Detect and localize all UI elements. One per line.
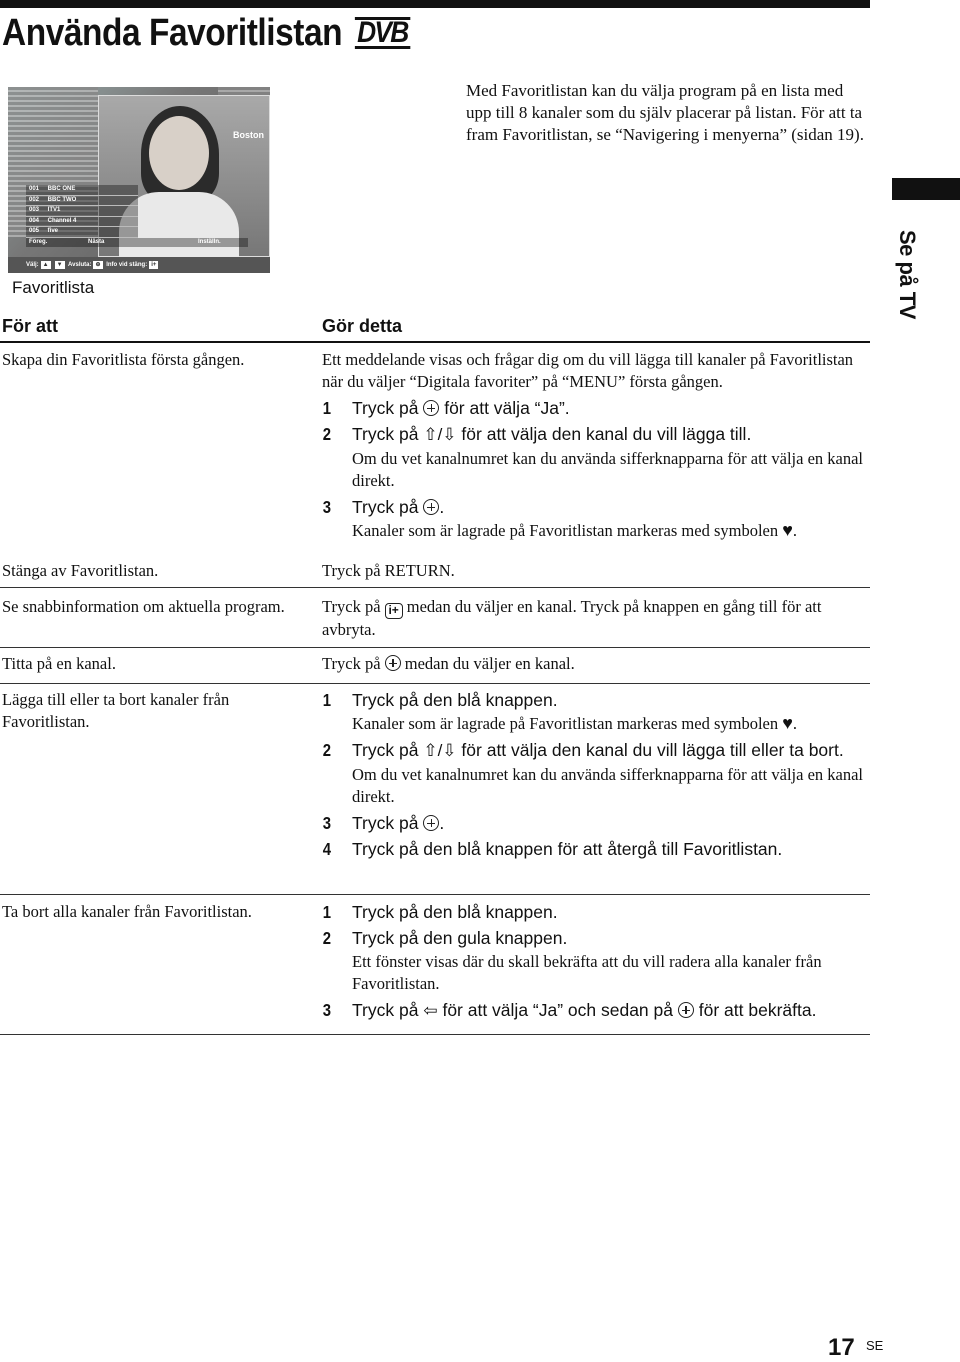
up-down-arrow-icon: ⇧/⇩ (423, 425, 457, 444)
intro-text: Med Favoritlistan kan du välja program på en lista med upp till 8 kanaler som du själv placerar på listan. För att ta fram Favoritlistan, se “Navigering i menyerna” (sidan 19). (466, 81, 864, 144)
channel-list (26, 185, 138, 238)
row-divider (0, 587, 870, 588)
info-button-icon: i+ (385, 603, 403, 619)
city-label: Boston (233, 130, 264, 140)
row-delete-all-left: Ta bort alla kanaler från Favoritlistan. (2, 902, 252, 921)
step: 3 Tryck på . (322, 497, 445, 517)
section-tab (892, 178, 960, 200)
row-divider (0, 647, 870, 648)
row-delete-all-right: 1 Tryck på den blå knappen. 2 Tryck på den gula knappen. Ett fönster visas där du skall bekräfta att du vill radera alla kanaler från Favoritlistan. 3 Tryck på ⇦ för att välja “Ja” och sedan på för att bekräfta. (322, 897, 872, 1022)
row-close-left: Stänga av Favoritlistan. (2, 561, 159, 580)
osd-menu-bar (26, 238, 248, 247)
osd-help-bar: Välj: ▲ ▼ Avsluta: ⊕ Info vid stäng: i+ (8, 257, 270, 273)
table-header-rule (0, 341, 870, 343)
row-divider (0, 894, 870, 895)
step: 3 Tryck på ⇦ för att välja “Ja” och sedan på för att bekräfta. (322, 1000, 817, 1020)
info-key-icon: i+ (151, 262, 157, 268)
row-info-left: Se snabbinformation om aktuella program. (2, 597, 285, 616)
ok-button-icon (678, 1002, 694, 1018)
row-divider (0, 683, 870, 684)
section-label: Se på TV (895, 230, 920, 319)
row-add-remove-left: Lägga till eller ta bort kanaler från Favoritlistan. (2, 690, 230, 731)
row-watch-right: Tryck på medan du väljer en kanal. (322, 654, 575, 673)
down-icon: ▼ (56, 262, 63, 268)
row-close-right: Tryck på RETURN. (322, 561, 455, 580)
channel-item[interactable]: 004 Channel 4 (26, 217, 138, 228)
ok-button-icon (423, 400, 439, 416)
row-info-right: Tryck på i+ medan du väljer en kanal. Tryck på knappen en gång till för att avbryta. (322, 597, 822, 639)
ok-button-icon (385, 655, 401, 671)
channel-item[interactable]: 005 five (26, 227, 138, 238)
heart-icon: ♥ (782, 713, 793, 733)
step: 2 Tryck på den gula knappen. (322, 928, 568, 948)
settings-button[interactable]: Inställn. (198, 239, 221, 245)
next-button[interactable]: Nästa (88, 239, 105, 245)
page-number: 17 (828, 1334, 855, 1361)
row-create-right: Ett meddelande visas och frågar dig om du vill lägga till kanaler på Favoritlistan när du väljer “Digitala favoriter” på “MENU” första gången. 1 Tryck på för att välja “Ja”. 2 Tryck på ⇧/⇩ för att välja den kanal du vill lägga till. Om du vet kanalnumret kan du använda sifferknapparna för att välja en kanal direkt. 3 Tryck på . Kanaler som är lagrade på Favoritlistan markeras med symbolen ♥. (322, 349, 872, 542)
favorites-screenshot (8, 87, 270, 273)
row-create-left: Skapa din Favoritlista första gången. (2, 350, 245, 369)
channel-item[interactable]: 001 BBC ONE (26, 185, 138, 196)
step: 1 Tryck på den blå knappen. (322, 902, 558, 922)
column-header-do: Gör detta (322, 316, 403, 336)
step: 2 Tryck på ⇧/⇩ för att välja den kanal du vill lägga till. (322, 424, 752, 444)
up-down-arrow-icon: ⇧/⇩ (423, 741, 457, 760)
step: 3 Tryck på . (322, 813, 445, 833)
up-icon: ▲ (42, 262, 49, 268)
step: 1 Tryck på den blå knappen. (322, 690, 558, 710)
row-add-remove-right: 1 Tryck på den blå knappen. Kanaler som är lagrade på Favoritlistan markeras med symbolen ♥. 2 Tryck på ⇧/⇩ för att välja den kanal du vill lägga till eller ta bort. Om du vet kanalnumret kan du använda sifferknapparna för att välja en kanal direkt. 3 Tryck på . 4 Tryck på den blå knappen för att återgå till Favoritlistan. (322, 685, 872, 860)
ok-button-icon (423, 815, 439, 831)
top-rule (0, 0, 870, 8)
page-title: Använda Favoritlistan DVB (2, 12, 410, 55)
page-language: SE (866, 1338, 884, 1353)
channel-item[interactable]: 002 BBC TWO (26, 196, 138, 207)
dvb-logo: DVB (354, 17, 410, 49)
column-header-action: För att (2, 316, 58, 336)
step: 4 Tryck på den blå knappen för att återgå till Favoritlistan. (322, 839, 783, 859)
channel-item[interactable]: 003 ITV1 (26, 206, 138, 217)
prev-button[interactable]: Föreg. (29, 239, 48, 245)
step: 1 Tryck på för att välja “Ja”. (322, 398, 570, 418)
left-arrow-icon: ⇦ (423, 1001, 438, 1020)
ok-button-icon (423, 499, 439, 515)
screenshot-caption: Favoritlista (12, 278, 95, 297)
step: 2 Tryck på ⇧/⇩ för att välja den kanal du vill lägga till eller ta bort. (322, 740, 844, 760)
ok-icon: ⊕ (95, 262, 101, 268)
row-watch-left: Titta på en kanal. (2, 654, 116, 673)
heart-icon: ♥ (782, 520, 793, 540)
table-bottom-rule (0, 1034, 870, 1035)
